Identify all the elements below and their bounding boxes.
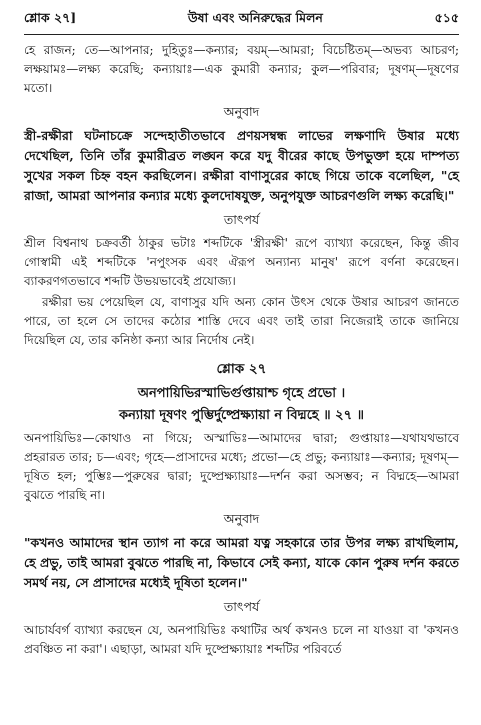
purport-26-paragraph-1: শ্রীল বিশ্বনাথ চক্রবর্তী ঠাকুর ভটাঃ শব্দটিকে 'স্ত্রীরক্ষী' রূপে ব্যাখ্যা করেছেন, কিন্তু জীব গোস্বামী এই শব্দটিকে 'নপুংসক এবং ঐরূপ অন্যান্য মানুষ' রূপে বর্ণনা করেছেন। ব্যাকরণগতভাবে শব্দটি উভয়ভাবেই প্রযোজ্য। bbox=[24, 236, 459, 288]
header-verse-ref: শ্লোক ২৭] bbox=[24, 10, 77, 25]
header-chapter-title: উষা এবং অনিরুদ্ধের মিলন bbox=[187, 10, 323, 25]
synonyms-continued: হে রাজন; তে—আপনার; দুহিতুঃ—কন্যার; বয়ম্—আমরা; বিচেষ্টিতম্—অভব্য আচরণ; লক্ষয়ামঃ—লক্ষ্য করেছি; কন্যায়াঃ—এক কুমারী কন্যার; কুল—পরিবার; দূষণম্—দূষণের মতো। bbox=[24, 43, 459, 95]
translation-26: স্ত্রী-রক্ষীরা ঘটনাচক্রে সন্দেহাতীতভাবে প্রণয়সম্বন্ধ লাভের লক্ষণাদি উষার মধ্যে দেখেছিল, তিনি তাঁর কুমারীব্রত লঙ্ঘন করে যদু বীরের কাছে উপভুক্তা হয়ে দাম্পত্য সুখের সকল চিহ্ন বহন করছিলেন। রক্ষীরা বাণাসুরের কাছে গিয়ে তাকে বলেছিল, "হে রাজা, আমরা আপনার কন্যার মধ্যে কুলদোষযুক্ত, অনুপযুক্ত আচরণগুলি লক্ষ্য করেছি।" bbox=[24, 128, 459, 203]
synonyms-27: অনপায়িভিঃ—কোথাও না গিয়ে; অস্মাভিঃ—আমাদের দ্বারা; গুপ্তায়াঃ—যথাযথভাবে প্রহরারত তার; চ—এবং; গৃহে—প্রাসাদের মধ্যে; প্রভো—হে প্রভু; কন্যায়াঃ—কন্যার; দূষণম্—দূষিত হল; পুম্ভিঃ—পুরুষের দ্বারা; দুষ্প্রেক্ষ্যায়াঃ—দর্শন করা অসম্ভব; ন বিদ্মহে—আমরা বুঝতে পারছি না। bbox=[24, 431, 459, 502]
translation-heading-27: অনুবাদ bbox=[223, 511, 260, 526]
verse-heading-27: শ্লোক ২৭ bbox=[216, 361, 267, 377]
header-rule bbox=[24, 34, 459, 35]
verse-27-line-1: অনপায়িভিরস্মাভির্গুপ্তায়াশ্চ গৃহে প্রভো । bbox=[137, 386, 346, 401]
verse-27-line-2: কন্যায়া দূষণং পুম্ভির্দুষ্প্রেক্ষ্যায়া ন বিদ্মহে ॥ ২৭ ॥ bbox=[119, 408, 364, 423]
purport-26-paragraph-2: রক্ষীরা ভয় পেয়েছিল যে, বাণাসুর যদি অন্য কোন উৎস থেকে উষার আচরণ জানতে পারে, তা হলে সে তাদের কঠোর শাস্তি দেবে এবং তাই তারা নিজেরাই তাকে জানিয়ে দিয়েছিল যে, তার কনিষ্ঠা কন্যা আর নির্দোষ নেই। bbox=[24, 295, 459, 347]
translation-27: "কখনও আমাদের স্থান ত্যাগ না করে আমরা যত্ন সহকারে তার উপর লক্ষ্য রাখছিলাম, হে প্রভু, তাই আমরা বুঝতে পারছি না, কিভাবে সেই কন্যা, যাকে কোন পুরুষ দর্শন করতে সমর্থ নয়, সে প্রাসাদের মধ্যেই দূষিতা হলেন।" bbox=[24, 535, 459, 590]
purport-heading-27: তাৎপর্য bbox=[223, 599, 260, 614]
running-header bbox=[24, 10, 459, 30]
header-page-number: ৫১৫ bbox=[434, 10, 459, 25]
purport-27: আচার্যবর্গ ব্যাখ্যা করছেন যে, অনপায়িভিঃ কথাটির অর্থ কখনও চলে না যাওয়া বা 'কখনও প্রবঞ্চিত না করা'। এছাড়া, আমরা যদি দুষ্প্রেক্ষ্যায়াঃ শব্দটির পরিবর্তে bbox=[24, 623, 459, 656]
translation-heading-26: অনুবাদ bbox=[223, 104, 260, 119]
purport-heading-26: তাৎপর্য bbox=[223, 212, 260, 227]
